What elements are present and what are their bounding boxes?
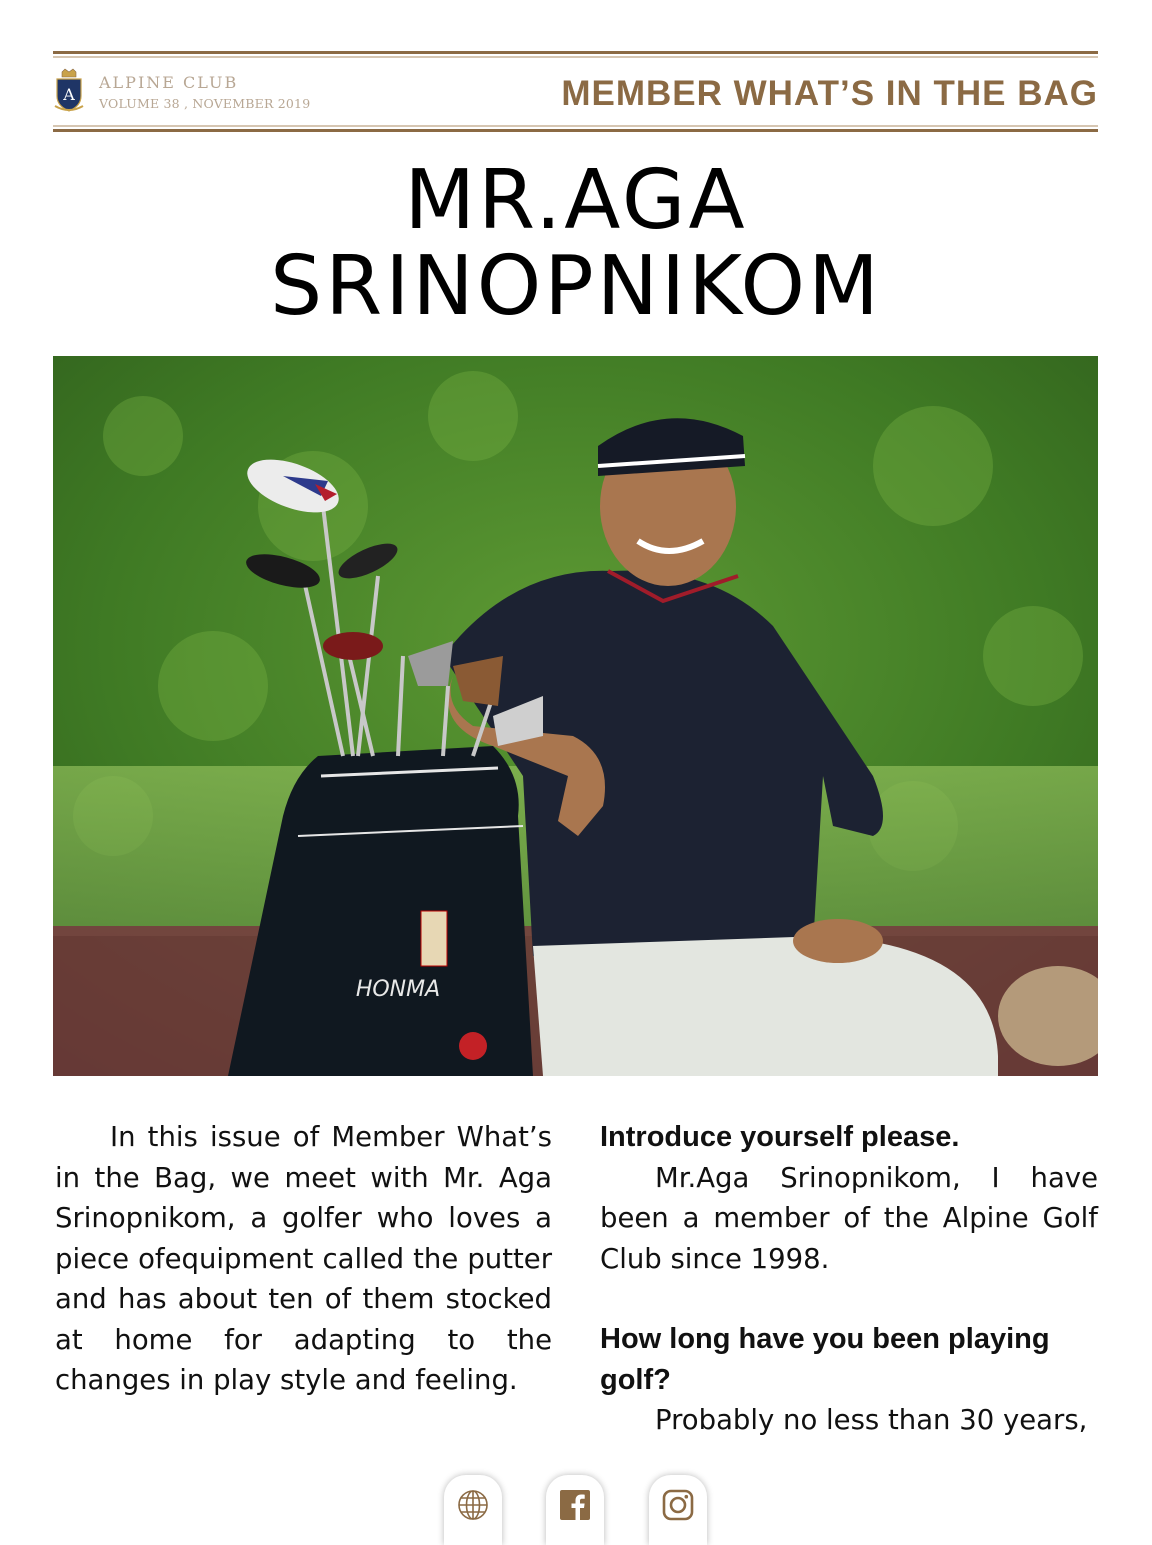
facebook-icon <box>558 1488 592 1522</box>
facebook-link[interactable] <box>546 1475 604 1545</box>
question-2: How long have you been playing golf? <box>600 1323 1050 1396</box>
svg-text:A: A <box>63 85 75 104</box>
member-photo-illustration <box>53 356 1098 1076</box>
header-rule-top <box>53 51 1098 58</box>
title-line-1: MR.AGA <box>404 153 748 248</box>
website-link[interactable] <box>444 1475 502 1545</box>
page-title <box>0 153 1152 334</box>
title-line-2: SRINOPNIKOM <box>270 239 882 334</box>
answer-2: Probably no less than 30 years, <box>655 1404 1088 1436</box>
member-photo <box>53 356 1098 1076</box>
globe-icon <box>456 1488 490 1522</box>
header-rule-bottom <box>53 125 1098 132</box>
instagram-icon <box>661 1488 695 1522</box>
volume-line: VOLUME 38 , NOVEMBER 2019 <box>99 96 311 111</box>
answer-1: Mr.Aga Srinopnikom, I have been a member of the Alpine Golf Club since 1998. <box>600 1161 1098 1275</box>
bag-brand-label: HONMA <box>355 977 441 1002</box>
question-1: Introduce yourself please. <box>600 1121 960 1153</box>
crest-shield-icon <box>54 68 84 116</box>
article-intro: In this issue of Member What’s in the Bag, we meet with Mr. Aga Srinopnikom, a golfer who loves a piece ofequipment called the putter and has about ten of them stocked at home for adapting to the changes in play style and feeling. <box>55 1121 552 1396</box>
club-name: ALPINE CLUB <box>99 73 239 92</box>
instagram-link[interactable] <box>649 1475 707 1545</box>
article-intro-column <box>55 1117 552 1401</box>
article-qa-column <box>600 1117 1098 1441</box>
section-title: MEMBER WHAT’S IN THE BAG <box>561 74 1098 113</box>
